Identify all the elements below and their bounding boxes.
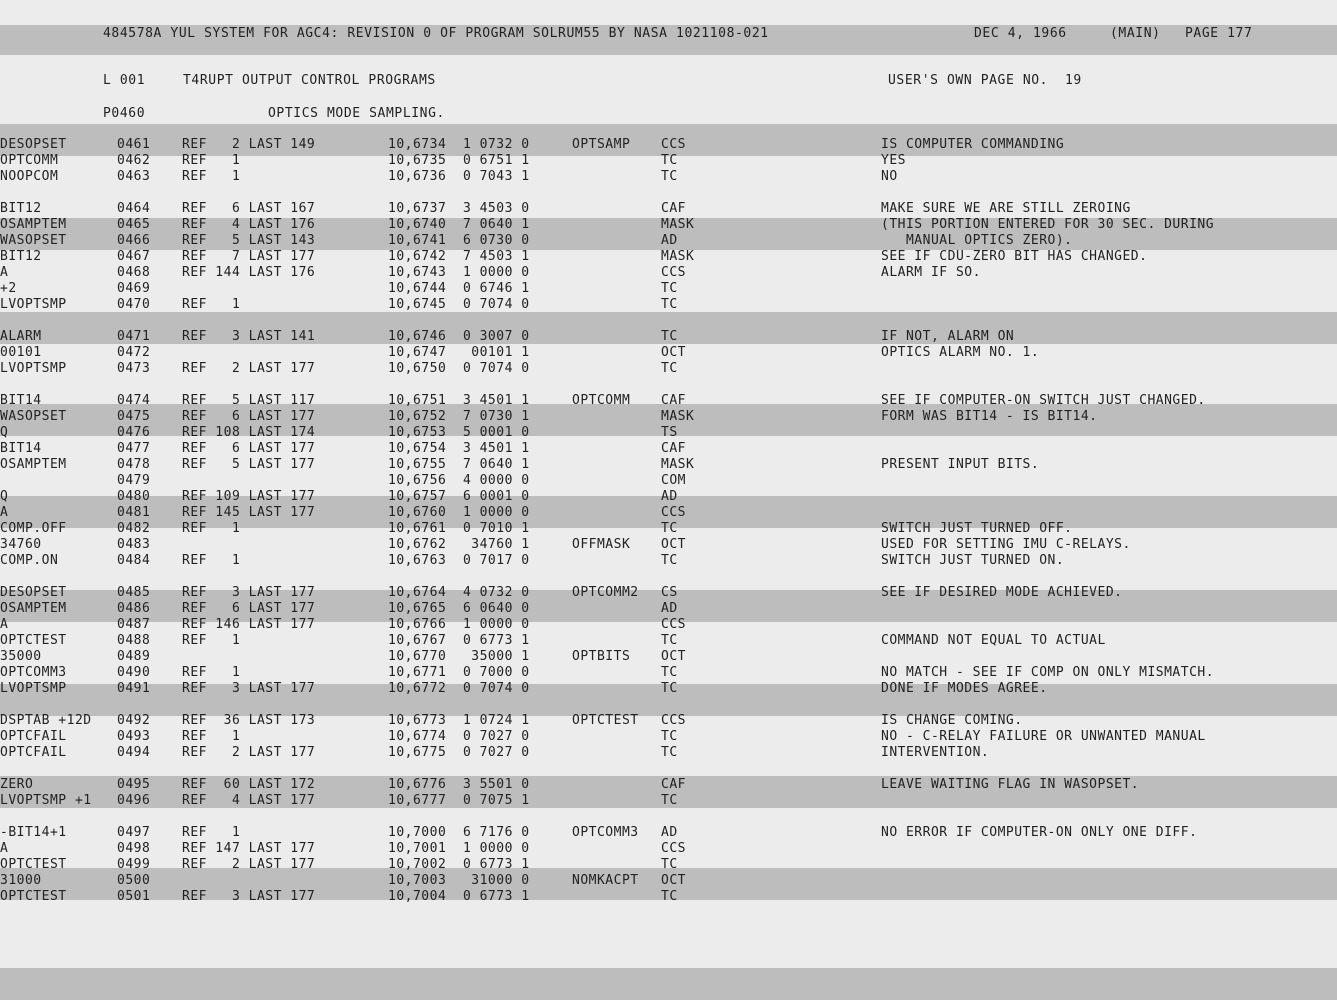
reference: REF 1 [182, 729, 241, 744]
reference: REF 147 LAST 177 [182, 841, 316, 856]
line-number: 0462 [117, 153, 151, 168]
reference: REF 1 [182, 297, 241, 312]
opcode: TC [661, 281, 678, 296]
reference: REF 1 [182, 521, 241, 536]
opcode: CAF [661, 777, 686, 792]
opcode: TC [661, 521, 678, 536]
operand: DESOPSET [0, 585, 67, 600]
opcode: CCS [661, 265, 686, 280]
operand: LVOPTSMP +1 [0, 793, 92, 808]
reference: REF 146 LAST 177 [182, 617, 316, 632]
listing-row [0, 889, 1337, 905]
opcode: MASK [661, 249, 695, 264]
listing-row [0, 745, 1337, 761]
operand: OSAMPTEM [0, 217, 67, 232]
listing-row [0, 665, 1337, 681]
listing-row [0, 713, 1337, 729]
operand: OSAMPTEM [0, 457, 67, 472]
listing-row [0, 137, 1337, 153]
operand: Q [0, 489, 9, 504]
operand: -BIT14+1 [0, 825, 67, 840]
comment: (THIS PORTION ENTERED FOR 30 SEC. DURING [881, 217, 1215, 232]
address-code: 10,6742 7 4503 1 [388, 249, 530, 264]
line-number: 0475 [117, 409, 151, 424]
opcode: CAF [661, 393, 686, 408]
reference: REF 7 LAST 177 [182, 249, 316, 264]
listing-row [0, 489, 1337, 505]
line-number: 0499 [117, 857, 151, 872]
address-code: 10,6772 0 7074 0 [388, 681, 530, 696]
comment: YES [881, 153, 906, 168]
line-number: 0490 [117, 665, 151, 680]
line-number: 0491 [117, 681, 151, 696]
address-code: 10,6746 0 3007 0 [388, 329, 530, 344]
page-title: 484578A YUL SYSTEM FOR AGC4: REVISION 0 OF PROGRAM SOLRUM55 BY NASA 1021108-021 [103, 26, 769, 41]
opcode: AD [661, 601, 678, 616]
reference: REF 108 LAST 174 [182, 425, 316, 440]
operand: OPTCFAIL [0, 729, 67, 744]
operand: WASOPSET [0, 409, 67, 424]
reference: REF 144 LAST 176 [182, 265, 316, 280]
address-code: 10,6737 3 4503 0 [388, 201, 530, 216]
address-code: 10,7000 6 7176 0 [388, 825, 530, 840]
line-number: 0478 [117, 457, 151, 472]
address-code: 10,6767 0 6773 1 [388, 633, 530, 648]
reference: REF 5 LAST 117 [182, 393, 316, 408]
line-number: 0495 [117, 777, 151, 792]
address-code: 10,7001 1 0000 0 [388, 841, 530, 856]
reference: REF 1 [182, 553, 241, 568]
listing-row [0, 537, 1337, 553]
operand: A [0, 617, 9, 632]
operand: LVOPTSMP [0, 297, 67, 312]
opcode: OCT [661, 649, 686, 664]
reference: REF 1 [182, 825, 241, 840]
line-number: 0500 [117, 873, 151, 888]
comment: NO ERROR IF COMPUTER-ON ONLY ONE DIFF. [881, 825, 1198, 840]
address-code: 10,6740 7 0640 1 [388, 217, 530, 232]
listing-row [0, 873, 1337, 889]
reference: REF 2 LAST 177 [182, 361, 316, 376]
reference: REF 60 LAST 172 [182, 777, 316, 792]
comment: ALARM IF SO. [881, 265, 981, 280]
address-code: 10,6754 3 4501 1 [388, 441, 530, 456]
reference: REF 1 [182, 169, 241, 184]
opcode: CCS [661, 841, 686, 856]
line-number: 0479 [117, 473, 151, 488]
address-code: 10,6766 1 0000 0 [388, 617, 530, 632]
listing-row [0, 297, 1337, 313]
address-code: 10,6777 0 7075 1 [388, 793, 530, 808]
opcode: COM [661, 473, 686, 488]
listing-row [0, 361, 1337, 377]
operand: A [0, 505, 9, 520]
address-code: 10,6774 0 7027 0 [388, 729, 530, 744]
opcode: MASK [661, 217, 695, 232]
section-line-number: P0460 [103, 106, 146, 121]
operand: DSPTAB +12D [0, 713, 92, 728]
listing-row [0, 617, 1337, 633]
reference: REF 6 LAST 177 [182, 409, 316, 424]
operand: NOOPCOM [0, 169, 59, 184]
comment: SEE IF DESIRED MODE ACHIEVED. [881, 585, 1123, 600]
opcode: TC [661, 665, 678, 680]
listing-row [0, 457, 1337, 473]
opcode: TC [661, 745, 678, 760]
comment: SEE IF COMPUTER-ON SWITCH JUST CHANGED. [881, 393, 1206, 408]
address-code: 10,6756 4 0000 0 [388, 473, 530, 488]
operand: COMP.ON [0, 553, 59, 568]
operand: 35000 [0, 649, 42, 664]
opcode: TC [661, 681, 678, 696]
address-code: 10,6760 1 0000 0 [388, 505, 530, 520]
listing-row [0, 505, 1337, 521]
line-number: 0487 [117, 617, 151, 632]
opcode: CCS [661, 137, 686, 152]
user-page-number: USER'S OWN PAGE NO. 19 [888, 73, 1082, 88]
line-number: 0467 [117, 249, 151, 264]
reference: REF 36 LAST 173 [182, 713, 316, 728]
address-code: 10,6743 1 0000 0 [388, 265, 530, 280]
opcode: TC [661, 889, 678, 904]
opcode: MASK [661, 457, 695, 472]
opcode: AD [661, 489, 678, 504]
comment: SEE IF CDU-ZERO BIT HAS CHANGED. [881, 249, 1148, 264]
reference: REF 3 LAST 177 [182, 889, 316, 904]
reference: REF 3 LAST 141 [182, 329, 316, 344]
opcode: TC [661, 361, 678, 376]
operand: ALARM [0, 329, 42, 344]
listing-row [0, 857, 1337, 873]
section-title: OPTICS MODE SAMPLING. [268, 106, 445, 121]
address-code: 10,6761 0 7010 1 [388, 521, 530, 536]
opcode: TC [661, 793, 678, 808]
line-number: 0489 [117, 649, 151, 664]
reference: REF 6 LAST 167 [182, 201, 316, 216]
operand: 00101 [0, 345, 42, 360]
address-code: 10,6762 34760 1 [388, 537, 530, 552]
listing-row [0, 169, 1337, 185]
symbol-label: OPTCTEST [572, 713, 639, 728]
operand: OPTCTEST [0, 633, 67, 648]
listing-row [0, 633, 1337, 649]
address-code: 10,6757 6 0001 0 [388, 489, 530, 504]
opcode: TC [661, 329, 678, 344]
line-number: 0494 [117, 745, 151, 760]
opcode: TC [661, 857, 678, 872]
operand: OSAMPTEM [0, 601, 67, 616]
line-number: 0483 [117, 537, 151, 552]
comment: NO MATCH - SEE IF COMP ON ONLY MISMATCH. [881, 665, 1215, 680]
listing-row [0, 601, 1337, 617]
comment: IS CHANGE COMING. [881, 713, 1023, 728]
reference: REF 2 LAST 177 [182, 857, 316, 872]
reference: REF 1 [182, 633, 241, 648]
comment: FORM WAS BIT14 - IS BIT14. [881, 409, 1098, 424]
operand: Q [0, 425, 9, 440]
comment: MAKE SURE WE ARE STILL ZEROING [881, 201, 1131, 216]
address-code: 10,6744 0 6746 1 [388, 281, 530, 296]
operand: +2 [0, 281, 17, 296]
address-code: 10,6764 4 0732 0 [388, 585, 530, 600]
reference: REF 109 LAST 177 [182, 489, 316, 504]
comment: SWITCH JUST TURNED ON. [881, 553, 1065, 568]
symbol-label: OPTBITS [572, 649, 631, 664]
listing-row [0, 329, 1337, 345]
line-number: 0474 [117, 393, 151, 408]
listing-row [0, 201, 1337, 217]
opcode: TC [661, 633, 678, 648]
comment: NO [881, 169, 898, 184]
opcode: CAF [661, 201, 686, 216]
address-code: 10,7004 0 6773 1 [388, 889, 530, 904]
operand: LVOPTSMP [0, 681, 67, 696]
address-code: 10,6775 0 7027 0 [388, 745, 530, 760]
opcode: OCT [661, 873, 686, 888]
opcode: TC [661, 169, 678, 184]
address-code: 10,6745 0 7074 0 [388, 297, 530, 312]
line-number: 0476 [117, 425, 151, 440]
line-number: 0501 [117, 889, 151, 904]
listing-row [0, 729, 1337, 745]
address-code: 10,6771 0 7000 0 [388, 665, 530, 680]
comment: INTERVENTION. [881, 745, 990, 760]
address-code: 10,6752 7 0730 1 [388, 409, 530, 424]
operand: OPTCTEST [0, 857, 67, 872]
line-number: 0469 [117, 281, 151, 296]
operand: 31000 [0, 873, 42, 888]
opcode: CCS [661, 617, 686, 632]
opcode: AD [661, 825, 678, 840]
log-number: L 001 [103, 73, 146, 88]
reference: REF 2 LAST 177 [182, 745, 316, 760]
operand: COMP.OFF [0, 521, 67, 536]
line-number: 0463 [117, 169, 151, 184]
symbol-label: OPTCOMM [572, 393, 631, 408]
operand: OPTCTEST [0, 889, 67, 904]
symbol-label: NOMKACPT [572, 873, 639, 888]
reference: REF 6 LAST 177 [182, 441, 316, 456]
listing-row [0, 265, 1337, 281]
comment: NO - C-RELAY FAILURE OR UNWANTED MANUAL [881, 729, 1206, 744]
opcode: OCT [661, 345, 686, 360]
reference: REF 145 LAST 177 [182, 505, 316, 520]
reference: REF 3 LAST 177 [182, 585, 316, 600]
listing-row [0, 441, 1337, 457]
comment: PRESENT INPUT BITS. [881, 457, 1040, 472]
comment: OPTICS ALARM NO. 1. [881, 345, 1040, 360]
operand: BIT14 [0, 393, 42, 408]
print-date: DEC 4, 1966 [974, 26, 1067, 41]
address-code: 10,6747 00101 1 [388, 345, 530, 360]
line-number: 0471 [117, 329, 151, 344]
line-number: 0488 [117, 633, 151, 648]
listing-row [0, 409, 1337, 425]
reference: REF 3 LAST 177 [182, 681, 316, 696]
operand: LVOPTSMP [0, 361, 67, 376]
listing-row [0, 425, 1337, 441]
listing-row [0, 649, 1337, 665]
opcode: TC [661, 297, 678, 312]
listing-row [0, 553, 1337, 569]
line-number: 0497 [117, 825, 151, 840]
line-number: 0464 [117, 201, 151, 216]
line-number: 0493 [117, 729, 151, 744]
address-code: 10,6765 6 0640 0 [388, 601, 530, 616]
opcode: MASK [661, 409, 695, 424]
opcode: TS [661, 425, 678, 440]
address-code: 10,6734 1 0732 0 [388, 137, 530, 152]
listing-row [0, 249, 1337, 265]
operand: DESOPSET [0, 137, 67, 152]
reference: REF 5 LAST 143 [182, 233, 316, 248]
line-number: 0472 [117, 345, 151, 360]
comment: IS COMPUTER COMMANDING [881, 137, 1065, 152]
opcode: AD [661, 233, 678, 248]
operand: ZERO [0, 777, 34, 792]
reference: REF 4 LAST 177 [182, 793, 316, 808]
operand: BIT12 [0, 201, 42, 216]
line-number: 0496 [117, 793, 151, 808]
listing-row [0, 393, 1337, 409]
listing-row [0, 281, 1337, 297]
line-number: 0498 [117, 841, 151, 856]
listing-row [0, 345, 1337, 361]
listing-row [0, 233, 1337, 249]
opcode: TC [661, 729, 678, 744]
operand: 34760 [0, 537, 42, 552]
listing-row [0, 521, 1337, 537]
opcode: TC [661, 553, 678, 568]
line-number: 0484 [117, 553, 151, 568]
reference: REF 6 LAST 177 [182, 601, 316, 616]
line-number: 0465 [117, 217, 151, 232]
address-code: 10,6763 0 7017 0 [388, 553, 530, 568]
line-number: 0492 [117, 713, 151, 728]
line-number: 0461 [117, 137, 151, 152]
section-tag: (MAIN) [1110, 26, 1161, 41]
symbol-label: OFFMASK [572, 537, 631, 552]
operand: A [0, 841, 9, 856]
listing-row [0, 793, 1337, 809]
line-number: 0481 [117, 505, 151, 520]
line-number: 0485 [117, 585, 151, 600]
address-code: 10,6741 6 0730 0 [388, 233, 530, 248]
opcode: CCS [661, 505, 686, 520]
listing-row [0, 217, 1337, 233]
address-code: 10,7003 31000 0 [388, 873, 530, 888]
listing-row [0, 681, 1337, 697]
reference: REF 2 LAST 149 [182, 137, 316, 152]
reference: REF 1 [182, 153, 241, 168]
address-code: 10,6776 3 5501 0 [388, 777, 530, 792]
address-code: 10,6770 35000 1 [388, 649, 530, 664]
opcode: OCT [661, 537, 686, 552]
symbol-label: OPTSAMP [572, 137, 631, 152]
listing-row [0, 153, 1337, 169]
comment: IF NOT, ALARM ON [881, 329, 1015, 344]
comment: COMMAND NOT EQUAL TO ACTUAL [881, 633, 1106, 648]
address-code: 10,6753 5 0001 0 [388, 425, 530, 440]
operand: A [0, 265, 9, 280]
operand: OPTCOMM [0, 153, 59, 168]
log-title: T4RUPT OUTPUT CONTROL PROGRAMS [183, 73, 436, 88]
reference: REF 4 LAST 176 [182, 217, 316, 232]
listing-row [0, 473, 1337, 489]
line-number: 0480 [117, 489, 151, 504]
listing-row [0, 841, 1337, 857]
symbol-label: OPTCOMM3 [572, 825, 639, 840]
listing-row [0, 777, 1337, 793]
line-number: 0482 [117, 521, 151, 536]
page-number: PAGE 177 [1185, 26, 1253, 41]
line-number: 0486 [117, 601, 151, 616]
address-code: 10,6750 0 7074 0 [388, 361, 530, 376]
address-code: 10,6735 0 6751 1 [388, 153, 530, 168]
line-number: 0468 [117, 265, 151, 280]
line-number: 0473 [117, 361, 151, 376]
address-code: 10,7002 0 6773 1 [388, 857, 530, 872]
comment: USED FOR SETTING IMU C-RELAYS. [881, 537, 1131, 552]
address-code: 10,6736 0 7043 1 [388, 169, 530, 184]
listing-row [0, 825, 1337, 841]
address-code: 10,6755 7 0640 1 [388, 457, 530, 472]
opcode: TC [661, 153, 678, 168]
listing-row [0, 585, 1337, 601]
comment: DONE IF MODES AGREE. [881, 681, 1048, 696]
comment: MANUAL OPTICS ZERO). [881, 233, 1073, 248]
address-code: 10,6773 1 0724 1 [388, 713, 530, 728]
address-code: 10,6751 3 4501 1 [388, 393, 530, 408]
line-number: 0470 [117, 297, 151, 312]
operand: WASOPSET [0, 233, 67, 248]
comment: SWITCH JUST TURNED OFF. [881, 521, 1073, 536]
reference: REF 1 [182, 665, 241, 680]
reference: REF 5 LAST 177 [182, 457, 316, 472]
opcode: CAF [661, 441, 686, 456]
operand: OPTCOMM3 [0, 665, 67, 680]
comment: LEAVE WAITING FLAG IN WASOPSET. [881, 777, 1140, 792]
line-number: 0466 [117, 233, 151, 248]
symbol-label: OPTCOMM2 [572, 585, 639, 600]
opcode: CCS [661, 713, 686, 728]
operand: BIT14 [0, 441, 42, 456]
line-number: 0477 [117, 441, 151, 456]
operand: BIT12 [0, 249, 42, 264]
operand: OPTCFAIL [0, 745, 67, 760]
opcode: CS [661, 585, 678, 600]
